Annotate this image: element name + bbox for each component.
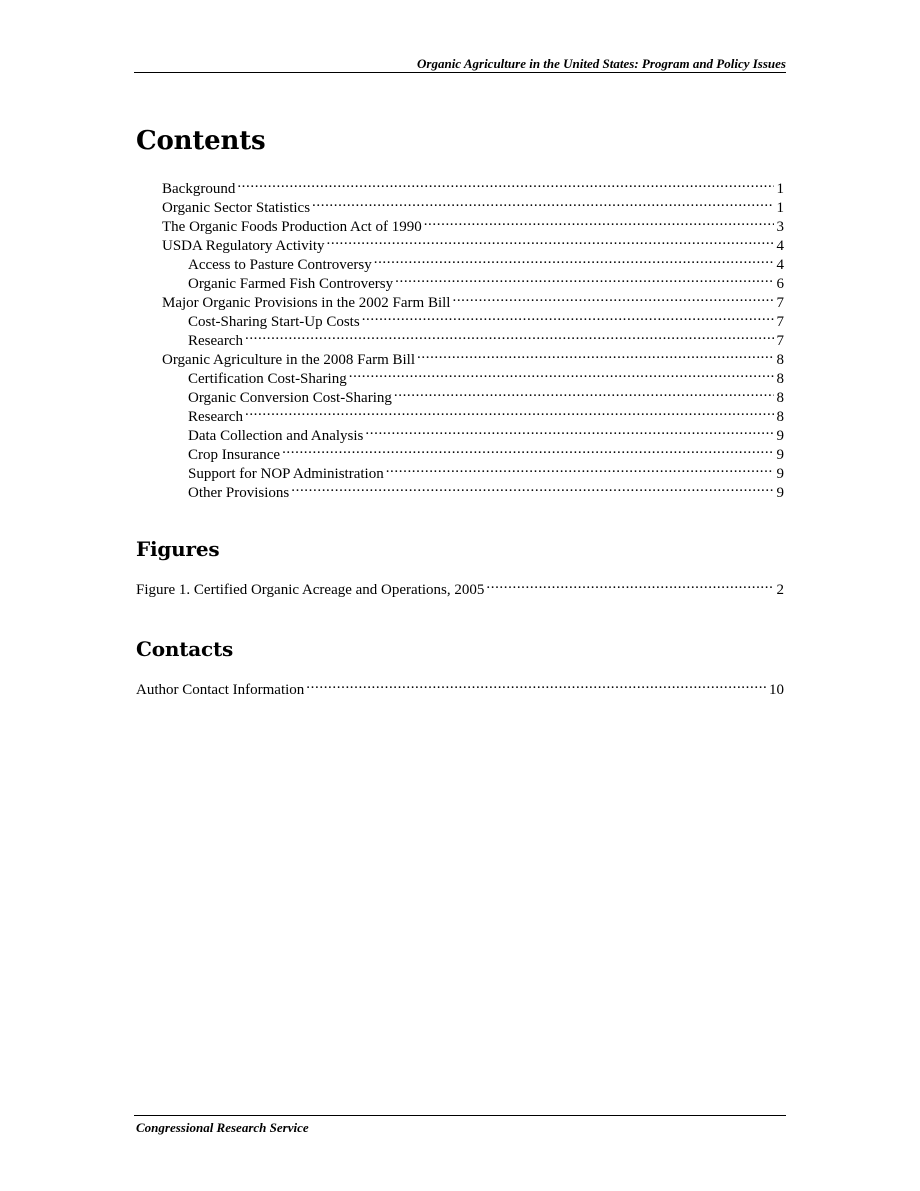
toc-entry[interactable] [188,421,784,444]
toc-entry-title: The Organic Foods Production Act of 1990 [162,219,422,235]
toc-entry-title: Crop Insurance [188,447,281,463]
toc-entry-title: Organic Sector Statistics [162,200,311,216]
toc-dot-leader [452,288,773,307]
toc-dot-leader [374,250,774,269]
footer-rule [134,1115,786,1116]
toc-dot-leader [417,345,773,364]
toc-entry-title: Background [162,181,236,197]
toc-entry-title: Certification Cost-Sharing [188,371,347,387]
toc-dot-leader [291,478,773,497]
contents-list [0,174,920,501]
toc-entry[interactable] [136,575,784,598]
figures-heading: Figures [136,537,220,561]
toc-entry[interactable] [136,675,784,698]
toc-entry-page-number: 4 [776,238,784,254]
toc-entry-title: Access to Pasture Controversy [188,257,372,273]
toc-entry[interactable] [162,345,784,368]
toc-dot-leader [424,212,774,231]
toc-entry-title: Organic Conversion Cost-Sharing [188,390,392,406]
toc-dot-leader [395,269,773,288]
toc-entry-page-number: 9 [776,447,784,463]
toc-entry-page-number: 9 [776,485,784,501]
toc-dot-leader [386,459,774,478]
toc-entry[interactable] [188,402,784,425]
toc-entry-page-number: 8 [776,390,784,406]
contacts-list [0,675,920,698]
toc-dot-leader [327,231,774,250]
toc-entry-page-number: 7 [776,314,784,330]
toc-entry[interactable] [162,174,784,197]
toc-entry-title: Research [188,409,243,425]
toc-entry-title: Data Collection and Analysis [188,428,364,444]
running-footer: Congressional Research Service [136,1120,309,1135]
toc-entry-title: Other Provisions [188,485,290,501]
toc-entry-title: Author Contact Information [136,682,305,698]
header-rule [134,72,786,73]
toc-entry-page-number: 8 [776,409,784,425]
toc-entry-page-number: 2 [776,582,784,598]
toc-entry-title: USDA Regulatory Activity [162,238,325,254]
toc-dot-leader [365,421,773,440]
toc-entry-page-number: 9 [776,428,784,444]
toc-entry-page-number: 7 [776,333,784,349]
toc-entry-title: Support for NOP Administration [188,466,384,482]
toc-dot-leader [237,174,773,193]
toc-entry-page-number: 10 [769,682,784,698]
toc-entry-page-number: 6 [776,276,784,292]
toc-dot-leader [394,383,774,402]
toc-dot-leader [349,364,774,383]
toc-entry-title: Organic Agriculture in the 2008 Farm Bill [162,352,416,368]
toc-entry-page-number: 3 [776,219,784,235]
toc-entry-page-number: 1 [776,181,784,197]
toc-entry-title: Organic Farmed Fish Controversy [188,276,394,292]
toc-entry-page-number: 4 [776,257,784,273]
toc-dot-leader [245,402,774,421]
toc-entry-page-number: 7 [776,295,784,311]
toc-dot-leader [486,575,773,594]
toc-entry-title: Major Organic Provisions in the 2002 Farm Bill [162,295,451,311]
toc-entry-page-number: 8 [776,371,784,387]
running-header: Organic Agriculture in the United States: Program and Policy Issues [417,56,786,71]
toc-entry-page-number: 1 [776,200,784,216]
toc-dot-leader [312,193,773,212]
toc-dot-leader [362,307,774,326]
toc-dot-leader [245,326,774,345]
toc-dot-leader [282,440,773,459]
toc-entry[interactable] [162,193,784,216]
contacts-heading: Contacts [136,637,234,661]
figures-list [0,575,920,598]
toc-entry-title: Figure 1. Certified Organic Acreage and Operations, 2005 [136,582,485,598]
toc-dot-leader [306,675,766,694]
toc-entry-title: Cost-Sharing Start-Up Costs [188,314,360,330]
toc-entry-title: Research [188,333,243,349]
toc-entry-page-number: 9 [776,466,784,482]
contents-heading: Contents [136,126,266,156]
toc-entry[interactable] [188,326,784,349]
toc-entry-page-number: 8 [776,352,784,368]
